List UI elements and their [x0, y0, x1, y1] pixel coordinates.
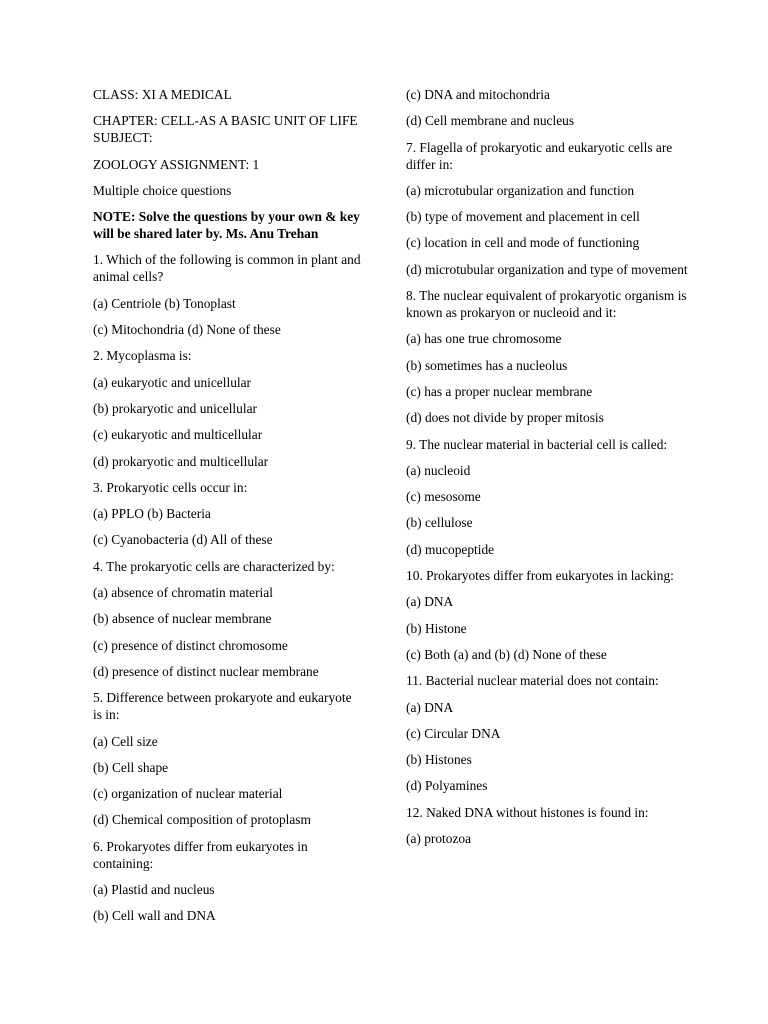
right-column-line: 8. The nuclear equivalent of prokaryotic organism is known as prokaryon or nucleoid and it: [406, 288, 687, 321]
right-column-line: (b) type of movement and placement in cell [406, 209, 640, 225]
right-column-line: (a) has one true chromosome [406, 331, 562, 347]
left-column-line: (a) Plastid and nucleus [93, 882, 215, 898]
right-column-line: (d) Polyamines [406, 778, 488, 794]
left-column [93, 86, 363, 934]
right-column-line: (c) location in cell and mode of functioning [406, 235, 640, 251]
right-column-line: (a) DNA [406, 699, 454, 715]
left-column-line: (a) Cell size [93, 733, 158, 749]
right-column-line: 10. Prokaryotes differ from eukaryotes in lacking: [406, 568, 674, 584]
right-column-line: (d) mucopeptide [406, 541, 495, 557]
right-column-line: (a) microtubular organization and function [406, 182, 635, 198]
right-column-line: 12. Naked DNA without histones is found in: [406, 804, 649, 820]
right-column-line: (b) cellulose [406, 515, 473, 531]
right-column-line: (c) mesosome [406, 489, 481, 505]
left-column-line: (b) absence of nuclear membrane [93, 611, 272, 627]
left-column-line: 5. Difference between prokaryote and eukaryote is in: [93, 690, 352, 723]
left-column-line: 4. The prokaryotic cells are characterized by: [93, 558, 335, 574]
right-column-line: (a) nucleoid [406, 462, 471, 478]
right-column-line: (c) has a proper nuclear membrane [406, 383, 593, 399]
left-column-line: (a) absence of chromatin material [93, 585, 273, 601]
left-column-line: (a) eukaryotic and unicellular [93, 374, 252, 390]
right-column-line: 9. The nuclear material in bacterial cell is called: [406, 436, 668, 452]
left-column-line: Multiple choice questions [93, 182, 232, 198]
right-column-line: (b) Histones [406, 752, 472, 768]
left-column-line: (a) PPLO (b) Bacteria [93, 506, 211, 522]
right-column-line: (c) Both (a) and (b) (d) None of these [406, 646, 607, 662]
left-column-line: (c) eukaryotic and multicellular [93, 427, 263, 443]
right-column-line: 11. Bacterial nuclear material does not contain: [406, 673, 659, 689]
right-column-line: (a) DNA [406, 594, 454, 610]
left-column-line: (c) Cyanobacteria (d) All of these [93, 532, 273, 548]
left-column-line: (a) Centriole (b) Tonoplast [93, 295, 236, 311]
left-column-line: (c) presence of distinct chromosome [93, 637, 288, 653]
right-column-line: (d) does not divide by proper mitosis [406, 410, 604, 426]
left-column-line: (b) prokaryotic and unicellular [93, 400, 257, 416]
left-column-line: (b) Cell wall and DNA [93, 908, 216, 924]
right-column [406, 86, 696, 856]
right-column-line: (c) Circular DNA [406, 725, 501, 741]
left-column-line: (d) Chemical composition of protoplasm [93, 812, 311, 828]
left-column-line: 3. Prokaryotic cells occur in: [93, 479, 248, 495]
left-column-line: CLASS: XI A MEDICAL [93, 87, 232, 102]
right-column-line: (c) DNA and mitochondria [406, 87, 550, 102]
left-column-line: NOTE: Solve the questions by your own & key will be shared later by. Ms. Anu Trehan [93, 209, 360, 242]
left-column-line: (d) presence of distinct nuclear membrane [93, 663, 319, 679]
left-column-line: (b) Cell shape [93, 759, 169, 775]
right-column-line: (b) Histone [406, 620, 467, 636]
left-column-line: 1. Which of the following is common in plant and animal cells? [93, 252, 361, 285]
left-column-line: (c) Mitochondria (d) None of these [93, 322, 281, 338]
right-column-line: (d) microtubular organization and type of movement [406, 261, 688, 277]
left-column-line: (c) organization of nuclear material [93, 786, 283, 802]
left-column-line: ZOOLOGY ASSIGNMENT: 1 [93, 156, 260, 172]
right-column-line: (d) Cell membrane and nucleus [406, 113, 575, 129]
left-column-line: (d) prokaryotic and multicellular [93, 453, 269, 469]
left-column-line: CHAPTER: CELL-AS A BASIC UNIT OF LIFE SUBJECT: [93, 113, 358, 146]
right-column-line: (a) protozoa [406, 831, 472, 847]
left-column-line: 6. Prokaryotes differ from eukaryotes in containing: [93, 838, 308, 871]
right-column-line: (b) sometimes has a nucleolus [406, 357, 568, 373]
right-column-line: 7. Flagella of prokaryotic and eukaryotic cells are differ in: [406, 139, 673, 172]
left-column-line: 2. Mycoplasma is: [93, 348, 192, 364]
